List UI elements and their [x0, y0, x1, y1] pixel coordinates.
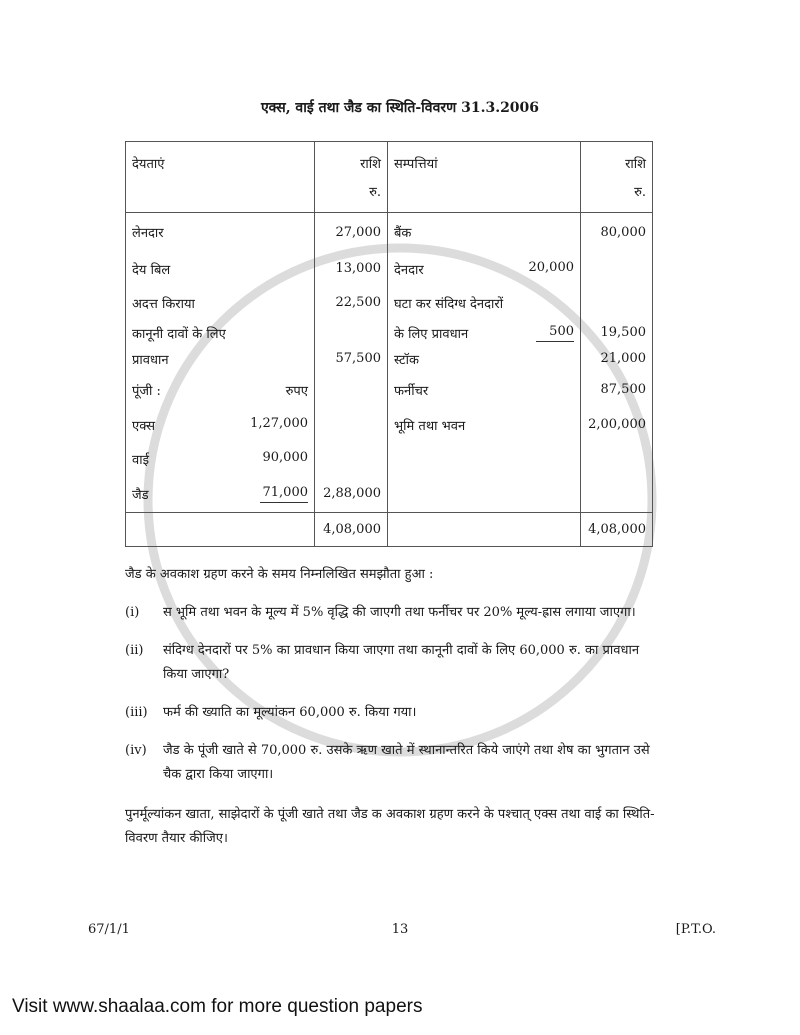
- asset-name: स्टॉक: [394, 352, 419, 368]
- instruction-text: पुनर्मूल्यांकन खाता, साझेदारों के पूंजी खाते तथा जैड क अवकाश ग्रहण करने के पश्चात् एक्स तथा वाई का स्थिति-विवरण तैयार कीजिए।: [125, 807, 655, 846]
- liability-name: एक्स: [132, 418, 155, 434]
- total-liabilities: 4,08,000: [315, 513, 388, 547]
- table-row: [126, 346, 653, 372]
- asset-amount: [581, 252, 653, 286]
- table-row: [126, 442, 653, 476]
- asset-amount: [581, 286, 653, 320]
- asset-name: फर्नीचर: [394, 383, 429, 399]
- liability-amount: [315, 408, 388, 442]
- table-row: [126, 252, 653, 286]
- list-item: [125, 739, 665, 787]
- asset-name: घटा कर संदिग्ध देनदारों: [394, 296, 504, 312]
- liability-amount: [315, 372, 388, 408]
- liability-amount: 22,500: [315, 286, 388, 320]
- asset-amount: 87,500: [581, 372, 653, 408]
- liability-amount: 13,000: [315, 252, 388, 286]
- header-liabilities: देयताएं: [126, 142, 315, 213]
- header-amount: राशि: [625, 157, 646, 172]
- question-body: [125, 563, 665, 851]
- liability-name: देय बिल: [132, 262, 171, 278]
- item-number: (iv): [125, 743, 147, 758]
- liability-amount: 57,500: [315, 346, 388, 372]
- table-row: [126, 476, 653, 513]
- asset-sub-amount: 500: [536, 324, 574, 342]
- table-total-row: [126, 513, 653, 547]
- liability-amount: [315, 442, 388, 476]
- liability-name: लेनदार: [132, 226, 164, 242]
- header-amount: राशि: [360, 157, 381, 172]
- asset-amount: [581, 476, 653, 513]
- asset-amount: 2,00,000: [581, 408, 653, 442]
- intro-text: जैड के अवकाश ग्रहण करने के समय निम्नलिखित समझौता हुआ :: [125, 567, 434, 582]
- liability-name: अदत्त किराया: [132, 296, 195, 312]
- table-row: [126, 213, 653, 252]
- liability-amount: 27,000: [315, 213, 388, 252]
- page-number: 13: [391, 922, 409, 937]
- header-assets: सम्पत्तियां: [388, 142, 581, 213]
- table-row: [126, 286, 653, 320]
- item-number: (ii): [125, 643, 144, 658]
- liability-sub-amount: 1,27,000: [250, 415, 308, 431]
- liability-amount: [315, 320, 388, 346]
- liability-name: प्रावधान: [132, 352, 169, 368]
- asset-amount: 80,000: [581, 213, 653, 252]
- table-row: [126, 372, 653, 408]
- liability-sub-amount: रुपए: [285, 383, 308, 399]
- header-currency: रु.: [369, 185, 381, 200]
- liability-amount: 2,88,000: [315, 476, 388, 513]
- asset-amount: [581, 442, 653, 476]
- item-text: स भूमि तथा भवन के मूल्य में 5% वृद्धि की जाएगी तथा फर्नीचर पर 20% मूल्य-ह्रास लगाया जाएगा।: [163, 605, 636, 620]
- asset-name: बैंक: [394, 226, 412, 242]
- item-text: फर्म की ख्याति का मूल्यांकन 60,000 रु. किया गया।: [163, 705, 417, 720]
- table-row: [126, 320, 653, 346]
- pto-label: [P.T.O.: [675, 922, 716, 937]
- asset-name: भूमि तथा भवन: [394, 418, 466, 434]
- item-text: संदिग्ध देनदारों पर 5% का प्रावधान किया जाएगा तथा कानूनी दावों के लिए 60,000 रु. का प्रावधान किया जाएगा?: [163, 643, 640, 682]
- item-text: जैड के पूंजी खाते से 70,000 रु. उसके ऋण खाते में स्थानान्तरित किये जाएंगे तथा शेष का भुगतान उसे चैक द्वारा किया जाएगा।: [163, 743, 650, 782]
- header-currency: रु.: [634, 185, 646, 200]
- asset-name: देनदार: [394, 262, 424, 278]
- table-header: [126, 142, 653, 213]
- asset-amount: 21,000: [581, 346, 653, 372]
- liability-sub-amount: 90,000: [262, 449, 308, 465]
- total-assets: 4,08,000: [581, 513, 653, 547]
- list-item: [125, 639, 665, 687]
- item-number: (iii): [125, 705, 148, 720]
- balance-sheet-table: [125, 141, 653, 547]
- page-title: एक्स, वाई तथा जैड का स्थिति-विवरण 31.3.2006: [260, 100, 540, 116]
- liability-name: पूंजी :: [132, 383, 161, 399]
- list-item: [125, 701, 665, 725]
- paper-code: 67/1/1: [88, 922, 130, 937]
- liability-sub-amount: 71,000: [260, 485, 308, 503]
- liability-name: जैड: [132, 487, 149, 503]
- asset-amount: 19,500: [581, 320, 653, 346]
- asset-name: के लिए प्रावधान: [394, 326, 469, 342]
- asset-sub-amount: 20,000: [528, 259, 574, 275]
- list-item: [125, 601, 665, 625]
- table-row: [126, 408, 653, 442]
- item-number: (i): [125, 605, 140, 620]
- liability-name: कानूनी दावों के लिए: [132, 326, 226, 342]
- visit-banner: Visit www.shaalaa.com for more question papers: [12, 996, 423, 1017]
- liability-name: वाई: [132, 452, 149, 468]
